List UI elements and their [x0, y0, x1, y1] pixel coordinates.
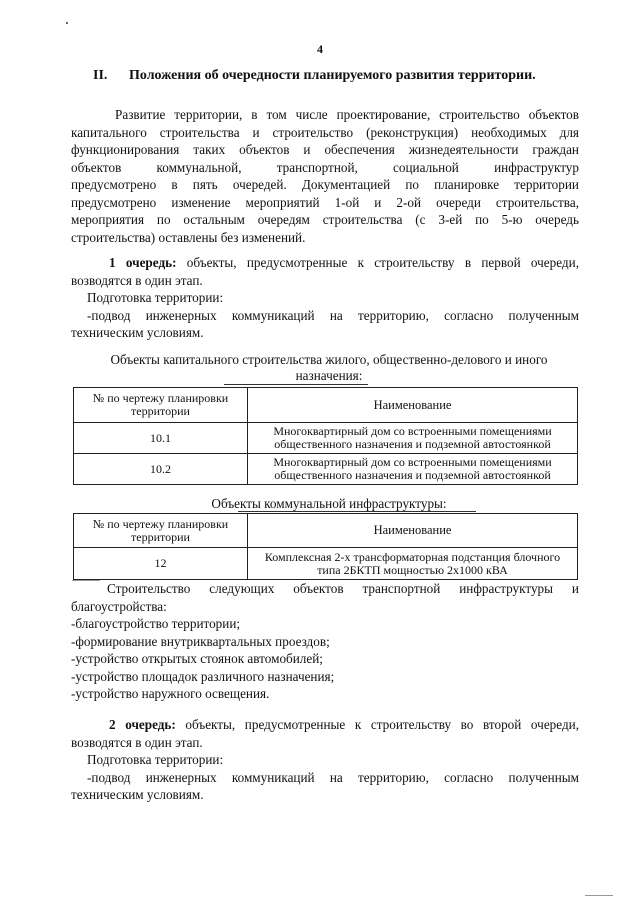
list-item: -устройство площадок различного назначения;	[71, 668, 335, 684]
caption-line: Объекты капитального строительства жилого, общественно-делового и иного	[110, 352, 548, 367]
header-cell: № по чертежу планировки территории	[74, 514, 248, 548]
section-number: II.	[93, 68, 108, 83]
text-line: техническим условиям.	[71, 787, 204, 802]
text-line: мероприятия по остальным очередям строительства (с 3-ей по 5-ю очередь	[71, 212, 579, 227]
transport-paragraph	[71, 580, 579, 703]
table-cell-name: Многоквартирный дом со встроенными помещениями общественного назначения и подземной автостоянкой	[248, 423, 578, 454]
caption-underline	[224, 384, 368, 385]
table-cell-num: 10.2	[74, 454, 248, 485]
text-line: предусмотрено изменение мероприятий 1-ой и 2-ой очереди строительства,	[71, 194, 579, 210]
list-item: -устройство открытых стоянок автомобилей;	[71, 651, 323, 666]
table-header-row	[74, 388, 578, 423]
stage1-paragraph	[71, 254, 579, 342]
text-line: техническим условиям.	[71, 325, 204, 340]
table2	[73, 513, 578, 580]
text-line: -подвод инженерных коммуникаций на территорию, согласно полученным	[87, 307, 579, 323]
table-header-row	[74, 514, 578, 548]
table-row	[74, 454, 578, 485]
text-line: капитального строительства и строительство (реконструкция) необходимых для	[71, 124, 579, 140]
table-cell-name: Комплексная 2-х трансформаторная подстанция блочного типа 2БКТП мощностью 2х1000 кВА	[248, 548, 578, 580]
text-line: предусмотрено в пять очередей. Документацией по планировке территории	[71, 177, 579, 192]
table1	[73, 387, 578, 485]
table2-caption: Объекты коммунальной инфраструктуры:	[211, 496, 447, 511]
header-cell: № по чертежу планировки территории	[74, 388, 248, 423]
page-number: 4	[317, 42, 323, 56]
header-cell: Наименование	[248, 388, 578, 423]
text-line: функционирования таких объектов и обеспечения жизнедеятельности граждан	[71, 142, 579, 157]
scan-mark	[585, 895, 613, 896]
table1-caption	[60, 352, 598, 384]
list-item: -формирование внутриквартальных проездов;	[71, 633, 330, 649]
text-line: возводятся в один этап.	[71, 734, 203, 750]
text-line: благоустройства:	[71, 598, 167, 614]
stage1-label: 1 очередь:	[109, 255, 177, 270]
table-row	[74, 423, 578, 454]
list-item: -устройство наружного освещения.	[71, 686, 270, 701]
text-line	[71, 716, 579, 734]
stage2-text: объекты, предусмотренные к строительству во второй очереди,	[175, 717, 580, 732]
table-cell-num: 12	[74, 548, 248, 580]
scan-mark	[66, 22, 68, 24]
caption-underline	[238, 511, 476, 512]
list-item: -благоустройство территории;	[71, 616, 241, 631]
text-line: Строительство следующих объектов транспортной инфраструктуры и	[107, 581, 579, 596]
text-line	[71, 254, 579, 272]
text-line: Развитие территории, в том числе проектирование, строительство объектов	[115, 107, 579, 122]
table-cell-name: Многоквартирный дом со встроенными помещениями общественного назначения и подземной автостоянкой	[248, 454, 578, 485]
text-line: строительства) оставлены без изменений.	[71, 229, 306, 245]
intro-paragraph	[71, 106, 579, 246]
caption-line: назначения:	[295, 368, 363, 383]
stage2-paragraph	[71, 716, 579, 804]
header-cell: Наименование	[248, 514, 578, 548]
text-line: возводятся в один этап.	[71, 272, 203, 288]
stage2-label: 2 очередь:	[109, 717, 176, 732]
section-heading	[93, 68, 536, 84]
stage1-text: объекты, предусмотренные к строительству в первой очереди,	[176, 255, 579, 270]
section-title: Положения об очередности планируемого развития территории.	[129, 68, 536, 83]
stage2-prep: Подготовка территории:	[87, 752, 224, 767]
text-line: -подвод инженерных коммуникаций на территорию, согласно полученным	[87, 769, 579, 785]
table-cell-num: 10.1	[74, 423, 248, 454]
text-line: объектов коммунальной, транспортной, социальной инфраструктур	[71, 159, 579, 175]
stage1-prep: Подготовка территории:	[87, 290, 224, 305]
table-row	[74, 548, 578, 580]
